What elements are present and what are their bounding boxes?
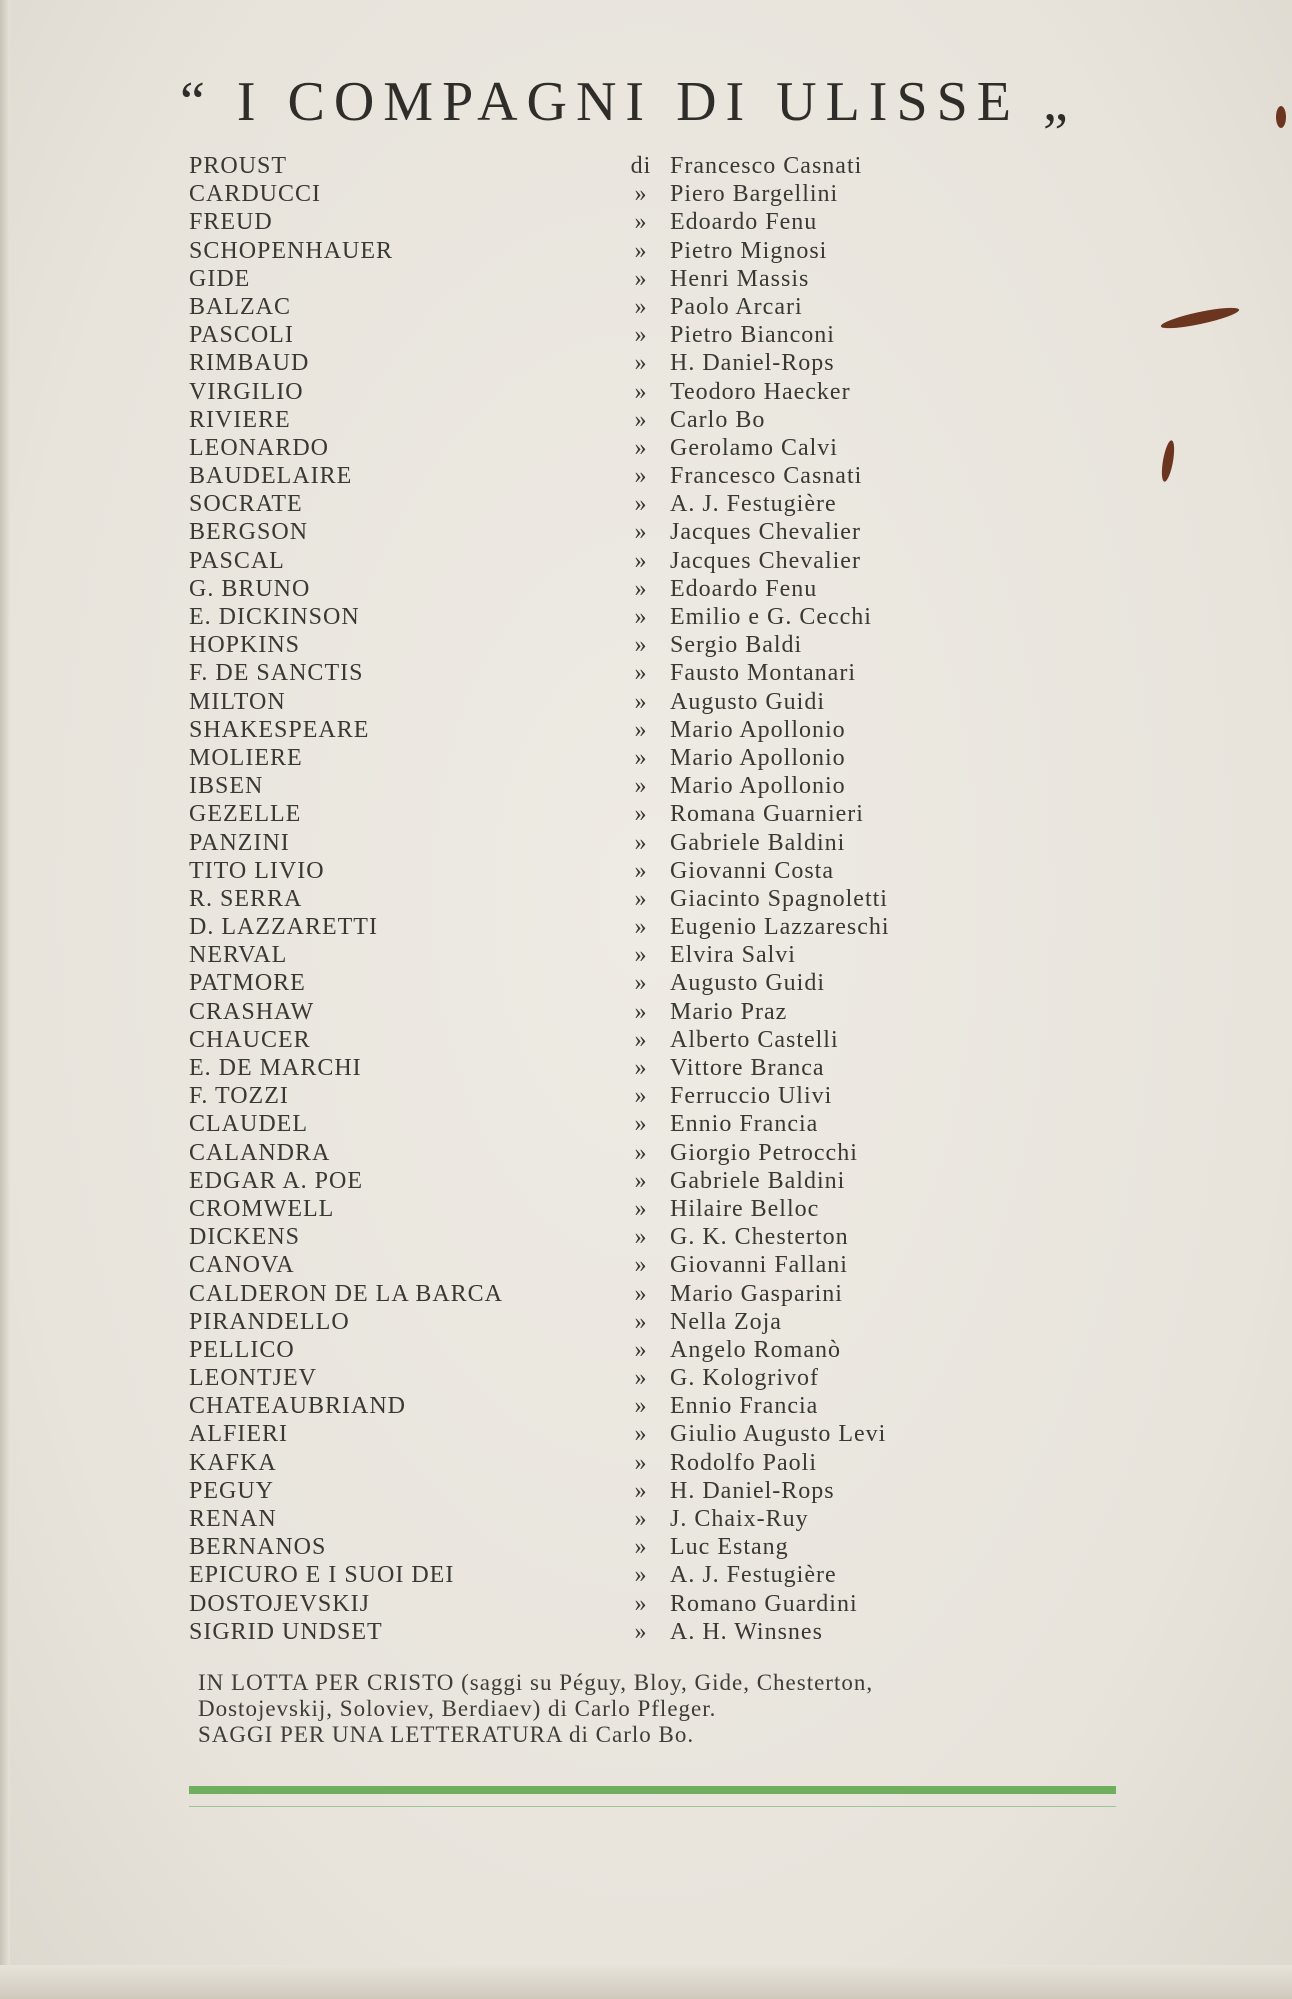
list-item bbox=[189, 293, 1189, 321]
separator: » bbox=[634, 970, 648, 997]
list-item bbox=[189, 1561, 1189, 1589]
list-item bbox=[189, 772, 1189, 800]
author-name: Mario Praz bbox=[670, 998, 788, 1025]
separator: » bbox=[634, 1477, 648, 1504]
separator: » bbox=[634, 942, 648, 969]
separator: » bbox=[634, 1336, 648, 1363]
author-name: Gerolamo Calvi bbox=[670, 434, 838, 461]
author-name: A. J. Festugière bbox=[670, 1562, 837, 1589]
footer-notes bbox=[198, 1670, 1158, 1748]
separator: » bbox=[634, 998, 648, 1025]
list-item bbox=[189, 1533, 1189, 1561]
separator: » bbox=[634, 237, 648, 264]
author-name: J. Chaix-Ruy bbox=[670, 1506, 809, 1532]
author-name: Eugenio Lazzareschi bbox=[670, 914, 890, 941]
separator: » bbox=[634, 1139, 648, 1166]
subject-name: G. BRUNO bbox=[189, 575, 311, 602]
separator: » bbox=[634, 1026, 648, 1053]
separator: » bbox=[634, 1449, 648, 1476]
separator: » bbox=[634, 716, 648, 743]
list-item bbox=[189, 913, 1189, 941]
separator: » bbox=[634, 1111, 648, 1138]
subject-name: MOLIERE bbox=[189, 744, 303, 771]
separator: » bbox=[634, 463, 648, 490]
separator: » bbox=[634, 1083, 648, 1110]
author-name: Giorgio Petrocchi bbox=[670, 1139, 858, 1166]
subject-name: DOSTOJEVSKIJ bbox=[189, 1590, 370, 1617]
author-name: Romana Guarnieri bbox=[670, 801, 864, 828]
list-item bbox=[189, 1223, 1189, 1251]
list-item bbox=[189, 1590, 1189, 1618]
subject-name: PANZINI bbox=[189, 829, 290, 856]
separator: » bbox=[634, 1506, 648, 1532]
subject-name: E. DICKINSON bbox=[189, 604, 360, 630]
separator: » bbox=[634, 322, 648, 349]
list-item bbox=[189, 575, 1189, 603]
author-name: Mario Apollonio bbox=[670, 716, 846, 743]
separator: » bbox=[634, 1393, 648, 1420]
subject-name: SIGRID UNDSET bbox=[189, 1618, 383, 1645]
list-item bbox=[189, 998, 1189, 1026]
author-name: Luc Estang bbox=[670, 1534, 789, 1561]
subject-name: BAUDELAIRE bbox=[189, 463, 353, 490]
list-item bbox=[189, 321, 1189, 349]
list-item bbox=[189, 659, 1189, 687]
author-name: Paolo Arcari bbox=[670, 293, 803, 320]
subject-name: CROMWELL bbox=[189, 1195, 335, 1222]
author-name: Sergio Baldi bbox=[670, 632, 803, 659]
separator: » bbox=[634, 181, 648, 208]
separator: » bbox=[634, 350, 648, 377]
author-name: H. Daniel-Rops bbox=[670, 350, 835, 377]
author-name: Ferruccio Ulivi bbox=[670, 1083, 833, 1110]
author-name: Mario Gasparini bbox=[670, 1280, 843, 1307]
footer-line: Dostojevskij, Soloviev, Berdiaev) di Carlo Pfleger. bbox=[198, 1696, 717, 1721]
subject-name: EPICURO E I SUOI DEI bbox=[189, 1562, 455, 1589]
separator: » bbox=[634, 1195, 648, 1222]
separator: » bbox=[634, 265, 648, 292]
list-item bbox=[189, 1139, 1189, 1167]
separator: » bbox=[634, 491, 648, 518]
separator: » bbox=[634, 660, 648, 687]
author-name: Hilaire Belloc bbox=[670, 1195, 820, 1222]
subject-name: LEONTJEV bbox=[189, 1365, 317, 1392]
rust-stain bbox=[1276, 106, 1286, 128]
list-item bbox=[189, 1336, 1189, 1364]
subject-name: PATMORE bbox=[189, 970, 306, 997]
separator: » bbox=[634, 1562, 648, 1589]
list-item bbox=[189, 1167, 1189, 1195]
author-name: Teodoro Haecker bbox=[670, 378, 851, 405]
author-name: Gabriele Baldini bbox=[670, 1167, 846, 1194]
author-name: Alberto Castelli bbox=[670, 1026, 839, 1053]
list-item bbox=[189, 378, 1189, 406]
list-item bbox=[189, 462, 1189, 490]
list-item bbox=[189, 1308, 1189, 1336]
separator: » bbox=[634, 604, 648, 630]
separator: » bbox=[634, 1534, 648, 1561]
separator: » bbox=[634, 293, 648, 320]
list-item bbox=[189, 1195, 1189, 1223]
separator: » bbox=[634, 406, 648, 433]
list-item bbox=[189, 1505, 1189, 1533]
author-name: Elvira Salvi bbox=[670, 942, 796, 969]
list-item bbox=[189, 1251, 1189, 1279]
separator: » bbox=[634, 1280, 648, 1307]
subject-name: CHATEAUBRIAND bbox=[189, 1393, 406, 1420]
thin-rule bbox=[189, 1806, 1116, 1807]
subject-name: FREUD bbox=[189, 209, 273, 236]
subject-name: BERGSON bbox=[189, 519, 309, 546]
author-name: Emilio e G. Cecchi bbox=[670, 604, 872, 630]
separator: di bbox=[630, 153, 652, 179]
subject-name: SOCRATE bbox=[189, 491, 303, 518]
list-item bbox=[189, 941, 1189, 969]
author-name: Augusto Guidi bbox=[670, 688, 826, 715]
paper-edge-left bbox=[0, 0, 10, 1999]
list-item bbox=[189, 631, 1189, 659]
list-item bbox=[189, 603, 1189, 631]
list-item bbox=[189, 716, 1189, 744]
subject-name: CLAUDEL bbox=[189, 1111, 308, 1138]
author-name: Augusto Guidi bbox=[670, 970, 826, 997]
list-item bbox=[189, 1420, 1189, 1448]
author-name: Pietro Mignosi bbox=[670, 237, 828, 264]
subject-name: PASCOLI bbox=[189, 322, 294, 349]
author-name: Mario Apollonio bbox=[670, 744, 846, 771]
list-item bbox=[189, 1477, 1189, 1505]
green-rule bbox=[189, 1786, 1116, 1794]
list-item bbox=[189, 180, 1189, 208]
separator: » bbox=[634, 1224, 648, 1251]
separator: » bbox=[634, 434, 648, 461]
subject-name: E. DE MARCHI bbox=[189, 1055, 362, 1081]
list-item bbox=[189, 688, 1189, 716]
separator: » bbox=[634, 209, 648, 236]
list-item bbox=[189, 237, 1189, 265]
author-name: Romano Guardini bbox=[670, 1590, 858, 1617]
subject-name: GEZELLE bbox=[189, 801, 302, 828]
subject-name: NERVAL bbox=[189, 942, 288, 969]
list-item bbox=[189, 490, 1189, 518]
author-name: Piero Bargellini bbox=[670, 181, 839, 208]
author-name: Giovanni Fallani bbox=[670, 1252, 848, 1279]
subject-name: PIRANDELLO bbox=[189, 1308, 350, 1335]
subject-name: F. DE SANCTIS bbox=[189, 660, 364, 687]
subject-name: ALFIERI bbox=[189, 1421, 288, 1448]
separator: » bbox=[634, 575, 648, 602]
list-item bbox=[189, 152, 1189, 180]
separator: » bbox=[634, 1365, 648, 1392]
series-title: “ I COMPAGNI DI ULISSE „ bbox=[180, 71, 1077, 133]
author-name: Pietro Bianconi bbox=[670, 322, 835, 349]
list-item bbox=[189, 208, 1189, 236]
subject-name: RIVIERE bbox=[189, 406, 291, 433]
subject-name: KAFKA bbox=[189, 1449, 277, 1476]
list-item bbox=[189, 800, 1189, 828]
subject-name: CHAUCER bbox=[189, 1026, 311, 1053]
subject-name: F. TOZZI bbox=[189, 1083, 289, 1110]
separator: » bbox=[634, 519, 648, 546]
subject-name: PELLICO bbox=[189, 1336, 295, 1363]
subject-name: IBSEN bbox=[189, 773, 264, 800]
author-name: Rodolfo Paoli bbox=[670, 1449, 818, 1476]
list-item bbox=[189, 518, 1189, 546]
author-name: Carlo Bo bbox=[670, 406, 766, 433]
list-item bbox=[189, 1618, 1189, 1646]
subject-name: RIMBAUD bbox=[189, 350, 310, 377]
separator: » bbox=[634, 801, 648, 828]
subject-name: SHAKESPEARE bbox=[189, 716, 370, 743]
subject-name: D. LAZZARETTI bbox=[189, 914, 378, 941]
list-item bbox=[189, 1026, 1189, 1054]
separator: » bbox=[634, 744, 648, 771]
author-name: Angelo Romanò bbox=[670, 1336, 841, 1363]
separator: » bbox=[634, 688, 648, 715]
list-item bbox=[189, 1054, 1189, 1082]
separator: » bbox=[634, 829, 648, 856]
author-name: Fausto Montanari bbox=[670, 660, 856, 687]
subject-name: CRASHAW bbox=[189, 998, 315, 1025]
separator: » bbox=[634, 1055, 648, 1081]
separator: » bbox=[634, 1421, 648, 1448]
list-item bbox=[189, 969, 1189, 997]
subject-name: CALANDRA bbox=[189, 1139, 331, 1166]
author-name: Francesco Casnati bbox=[670, 153, 863, 179]
author-name: Giulio Augusto Levi bbox=[670, 1421, 887, 1448]
subject-name: CANOVA bbox=[189, 1252, 295, 1279]
separator: » bbox=[634, 1308, 648, 1335]
author-name: Ennio Francia bbox=[670, 1393, 819, 1420]
subject-name: GIDE bbox=[189, 265, 251, 292]
subject-name: RENAN bbox=[189, 1506, 277, 1532]
author-name: Nella Zoja bbox=[670, 1308, 782, 1335]
author-name: Jacques Chevalier bbox=[670, 519, 861, 546]
list-item bbox=[189, 885, 1189, 913]
subject-name: CALDERON DE LA BARCA bbox=[189, 1280, 504, 1307]
separator: » bbox=[634, 1167, 648, 1194]
list-item bbox=[189, 547, 1189, 575]
subject-name: SCHOPENHAUER bbox=[189, 237, 394, 264]
subject-name: VIRGILIO bbox=[189, 378, 304, 405]
list-item bbox=[189, 349, 1189, 377]
list-item bbox=[189, 1280, 1189, 1308]
author-name: Henri Massis bbox=[670, 265, 810, 292]
list-item bbox=[189, 1364, 1189, 1392]
separator: » bbox=[634, 857, 648, 884]
subject-name: PEGUY bbox=[189, 1477, 275, 1504]
separator: » bbox=[634, 914, 648, 941]
subject-name: TITO LIVIO bbox=[189, 857, 325, 884]
subject-name: CARDUCCI bbox=[189, 181, 322, 208]
author-name: G. K. Chesterton bbox=[670, 1224, 849, 1251]
titles-list bbox=[189, 152, 1189, 1646]
author-name: Vittore Branca bbox=[670, 1055, 825, 1081]
author-name: Edoardo Fenu bbox=[670, 575, 818, 602]
subject-name: LEONARDO bbox=[189, 434, 329, 461]
list-item bbox=[189, 434, 1189, 462]
separator: » bbox=[634, 1618, 648, 1645]
subject-name: HOPKINS bbox=[189, 632, 301, 659]
list-item bbox=[189, 1082, 1189, 1110]
separator: » bbox=[634, 773, 648, 800]
subject-name: R. SERRA bbox=[189, 885, 303, 912]
author-name: Edoardo Fenu bbox=[670, 209, 818, 236]
author-name: Jacques Chevalier bbox=[670, 547, 861, 574]
author-name: A. H. Winsnes bbox=[670, 1618, 823, 1645]
separator: » bbox=[634, 1590, 648, 1617]
list-item bbox=[189, 1110, 1189, 1138]
subject-name: EDGAR A. POE bbox=[189, 1167, 364, 1194]
separator: » bbox=[634, 378, 648, 405]
subject-name: PROUST bbox=[189, 153, 288, 179]
list-item bbox=[189, 406, 1189, 434]
author-name: A. J. Festugière bbox=[670, 491, 837, 518]
separator: » bbox=[634, 547, 648, 574]
footer-line: SAGGI PER UNA LETTERATURA di Carlo Bo. bbox=[198, 1722, 695, 1747]
subject-name: DICKENS bbox=[189, 1224, 301, 1251]
list-item bbox=[189, 265, 1189, 293]
list-item bbox=[189, 744, 1189, 772]
list-item bbox=[189, 857, 1189, 885]
author-name: Giovanni Costa bbox=[670, 857, 834, 884]
separator: » bbox=[634, 632, 648, 659]
author-name: Mario Apollonio bbox=[670, 773, 846, 800]
subject-name: PASCAL bbox=[189, 547, 285, 574]
author-name: H. Daniel-Rops bbox=[670, 1477, 835, 1504]
author-name: Ennio Francia bbox=[670, 1111, 819, 1138]
subject-name: BERNANOS bbox=[189, 1534, 327, 1561]
list-item bbox=[189, 1392, 1189, 1420]
author-name: Gabriele Baldini bbox=[670, 829, 846, 856]
author-name: Giacinto Spagnoletti bbox=[670, 885, 888, 912]
subject-name: BALZAC bbox=[189, 293, 291, 320]
list-item bbox=[189, 829, 1189, 857]
list-item bbox=[189, 1449, 1189, 1477]
footer-line: IN LOTTA PER CRISTO (saggi su Péguy, Bloy, Gide, Chesterton, bbox=[198, 1670, 874, 1695]
author-name: G. Kologrivof bbox=[670, 1365, 819, 1392]
separator: » bbox=[634, 1252, 648, 1279]
separator: » bbox=[634, 885, 648, 912]
subject-name: MILTON bbox=[189, 688, 286, 715]
paper-edge-bottom bbox=[0, 1965, 1292, 1999]
author-name: Francesco Casnati bbox=[670, 463, 863, 490]
